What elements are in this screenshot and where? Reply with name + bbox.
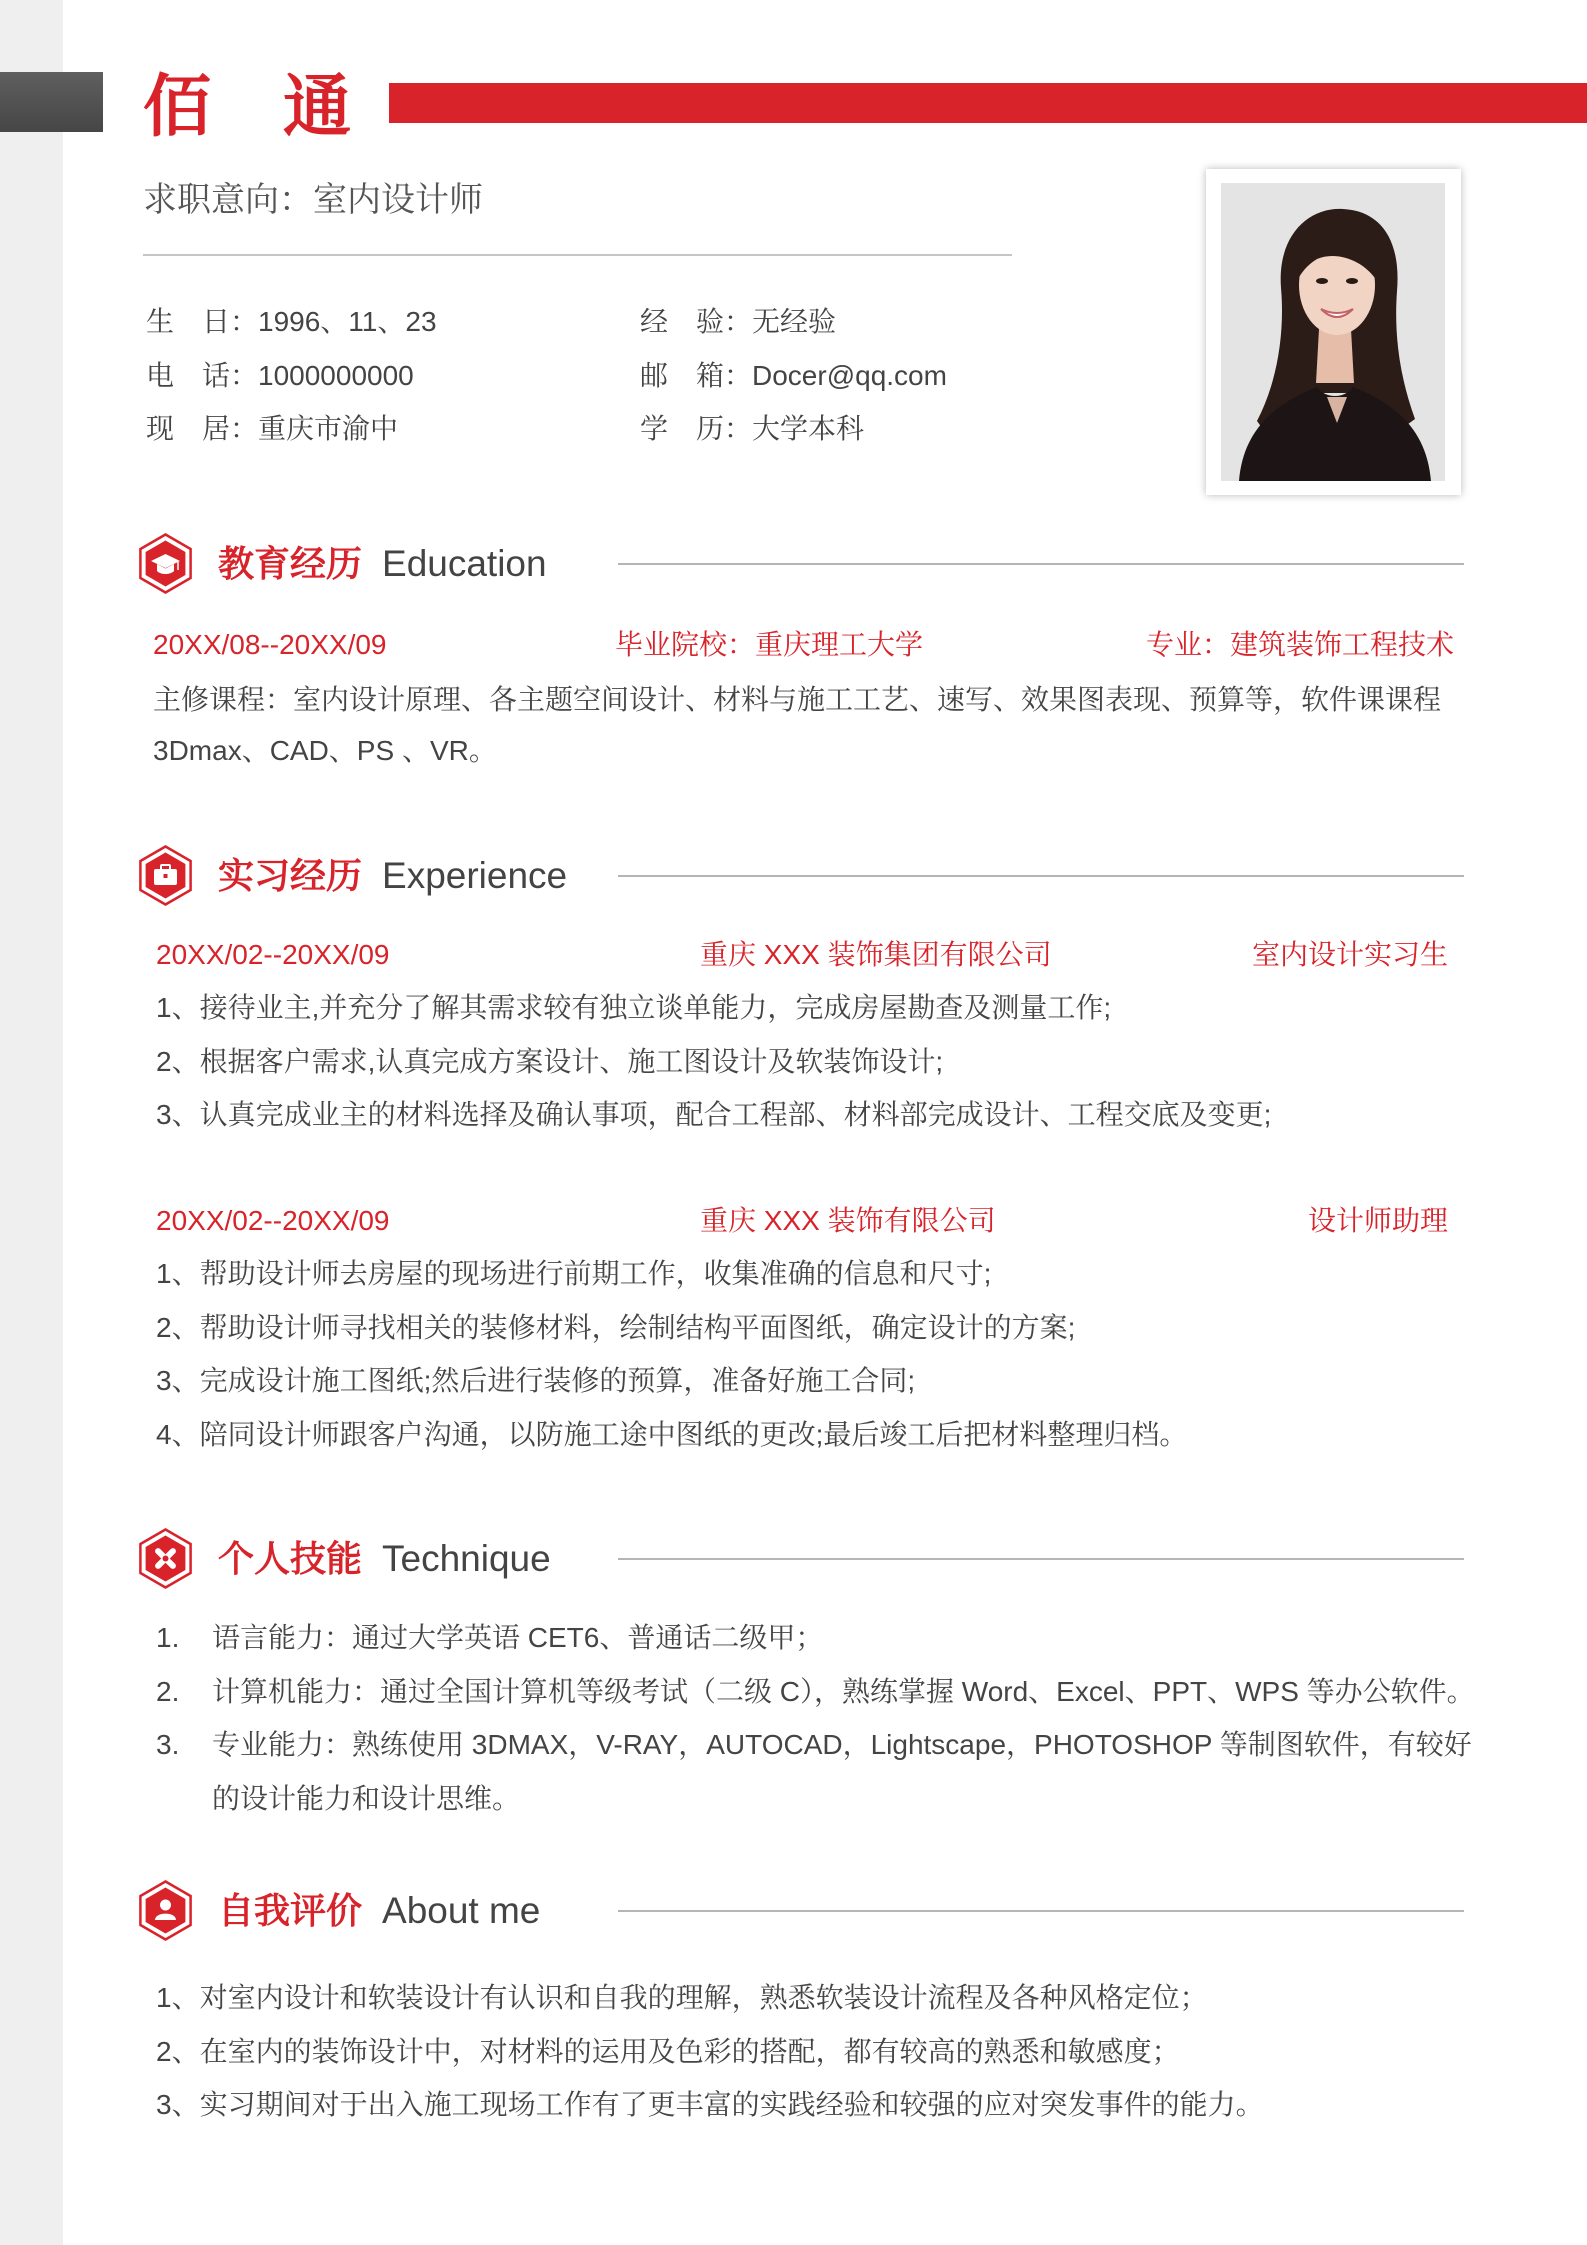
list-text: 计算机能力：通过全国计算机等级考试（二级 C），熟练掌握 Word、Excel、PPT、WPS 等办公软件。 [212,1675,1475,1707]
info-value: 重庆市渝中 [258,413,399,444]
job-duties-list [156,1247,1476,1461]
section-rule [618,875,1464,877]
education-row [0,625,1587,665]
job-period: 20XX/02--20XX/09 [156,1205,390,1236]
job-duties-list [156,981,1476,1142]
job-role: 设计师助理 [1307,1205,1448,1236]
info-label: 学 历： [640,413,753,444]
info-phone [146,356,437,410]
info-column-right [640,302,947,463]
section-rule [618,1558,1464,1560]
education-major: 专业：建筑装饰工程技术 [1145,629,1454,660]
info-label: 电 话： [146,359,259,391]
job-intention-label: 求职意向： [143,181,313,219]
profile-photo-frame [1206,169,1461,495]
info-value: Docer@qq.com [752,359,947,391]
section-title-cn: 实习经历 [218,855,363,896]
section-title-en: About me [382,1890,541,1931]
job-row [0,1201,1587,1241]
list-item: 2、帮助设计师寻找相关的装修材料，绘制结构平面图纸，确定设计的方案; [156,1311,1076,1343]
list-item: 2、根据客户需求,认真完成方案设计、施工图设计及软装饰设计; [156,1045,944,1077]
section-title-cn: 个人技能 [218,1538,363,1579]
job-role: 室内设计实习生 [1251,939,1448,970]
job-period: 20XX/02--20XX/09 [156,939,390,970]
section-header-education [0,529,1587,599]
section-rule [618,563,1464,565]
list-number: 1. [156,1622,180,1653]
list-number: 3. [156,1729,180,1760]
section-title [218,529,547,599]
divider [143,254,1012,256]
education-period: 20XX/08--20XX/09 [153,629,387,660]
section-title [218,1876,540,1946]
education-school: 毕业院校：重庆理工大学 [615,629,924,660]
job-intention [143,178,483,222]
info-label: 经 验： [640,306,753,337]
list-item: 3、实习期间对于出入施工现场工作有了更丰富的实践经验和较强的应对突发事件的能力。 [156,2089,1264,2120]
info-residence [146,409,437,463]
header-dark-block [0,72,103,132]
section-title-en: Technique [382,1538,551,1579]
info-email [640,356,947,410]
list-text: 语言能力：通过大学英语 CET6、普通话二级甲； [212,1622,824,1653]
section-title-en: Experience [382,855,568,896]
list-item [156,1611,1482,1665]
briefcase-icon [137,844,194,907]
list-item: 4、陪同设计师跟客户沟通，以防施工途中图纸的更改;最后竣工后把材料整理归档。 [156,1418,1188,1450]
section-title [218,841,567,911]
education-courses: 主修课程：室内设计原理、各主题空间设计、材料与施工工艺、速写、效果图表现、预算等，软件课课程3Dmax、CAD、PS 、VR。 [153,684,1442,766]
section-title-cn: 教育经历 [218,543,363,584]
header-red-bar [389,83,1587,123]
graduation-cap-icon [137,532,194,595]
info-experience [640,302,947,356]
list-text: 专业能力：熟练使用 3DMAX，V-RAY，AUTOCAD，Lightscape，PHOTOSHOP 等制图软件，有较好的设计能力和设计思维。 [212,1729,1472,1814]
list-item: 3、认真完成业主的材料选择及确认事项，配合工程部、材料部完成设计、工程交底及变更; [156,1099,1272,1130]
user-icon [137,1879,194,1942]
info-education-level [640,409,947,463]
list-item: 1、接待业主,并充分了解其需求较有独立谈单能力，完成房屋勘查及测量工作; [156,992,1112,1023]
job-company: 重庆 XXX 装饰集团有限公司 [700,939,1052,970]
list-item [156,1718,1482,1825]
list-item: 3、完成设计施工图纸;然后进行装修的预算，准备好施工合同; [156,1365,916,1396]
info-value: 1996、11、23 [258,306,437,337]
info-label: 生 日： [146,306,259,337]
info-label: 邮 箱： [640,359,753,391]
info-column-left [146,302,437,463]
section-header-experience [0,841,1587,911]
section-title-en: Education [382,543,547,584]
list-item [156,1665,1482,1719]
list-item: 2、在室内的装饰设计中，对材料的运用及色彩的搭配，都有较高的熟悉和敏感度； [156,2035,1180,2067]
profile-photo [1221,183,1445,481]
section-rule [618,1910,1464,1912]
section-title [218,1524,551,1594]
info-value: 大学本科 [752,413,865,444]
section-header-skills [0,1524,1587,1594]
about-me-list [156,1971,1476,2132]
tools-icon [137,1527,194,1590]
list-item: 1、对室内设计和软装设计有认识和自我的理解，熟悉软装设计流程及各种风格定位； [156,1982,1208,2013]
list-item: 1、帮助设计师去房屋的现场进行前期工作，收集准确的信息和尺寸; [156,1258,992,1289]
info-value: 无经验 [752,306,837,337]
candidate-name: 佰通 [143,69,424,145]
job-company: 重庆 XXX 装饰有限公司 [700,1205,996,1236]
section-title-cn: 自我评价 [218,1890,363,1931]
info-value: 1000000000 [258,359,414,391]
section-header-about [0,1876,1587,1946]
job-row [0,935,1587,975]
info-label: 现 居： [146,413,259,444]
list-number: 2. [156,1675,180,1707]
info-birthday [146,302,437,356]
skills-list [156,1611,1482,1825]
job-intention-value: 室内设计师 [313,181,483,219]
